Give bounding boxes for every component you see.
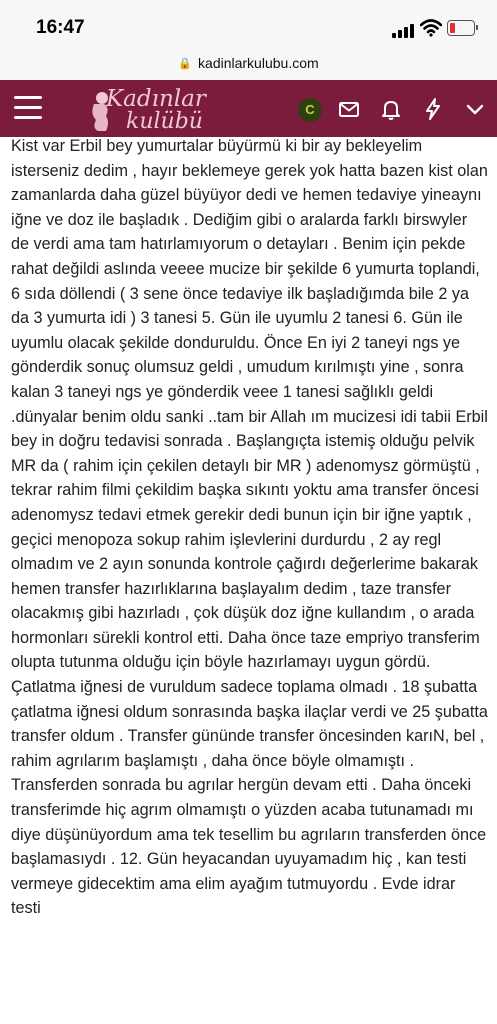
bell-icon[interactable] bbox=[378, 96, 404, 122]
cellular-signal-icon bbox=[392, 22, 416, 38]
logo-text-line2: kulübü bbox=[126, 109, 203, 134]
site-logo[interactable] bbox=[86, 84, 206, 134]
chevron-down-icon[interactable] bbox=[462, 96, 488, 122]
address-bar[interactable] bbox=[0, 50, 497, 80]
user-avatar[interactable]: C bbox=[298, 98, 322, 122]
status-time: 16:47 bbox=[36, 17, 85, 38]
lock-icon: 🔒 bbox=[178, 58, 193, 70]
mail-icon[interactable] bbox=[336, 96, 362, 122]
status-bar bbox=[0, 0, 497, 50]
battery-icon bbox=[447, 20, 475, 36]
article-content bbox=[11, 134, 489, 1024]
menu-icon[interactable] bbox=[14, 96, 42, 120]
logo-text-line1: Kadınlar bbox=[106, 86, 206, 112]
url-text: kadinlarkulubu.com bbox=[198, 55, 319, 71]
wifi-icon bbox=[420, 19, 442, 37]
lightning-icon[interactable] bbox=[420, 96, 446, 122]
article-text: Kist var Erbil bey yumurtalar büyürmü ki bir ay bekleyelim isterseniz dedim , hayır beklemeye gerek yok hatta bazen kist olan zamanlarda daha güzel büyüyor dedi ve hemen tedaviye yineaynı iğne ve doz ile başladık . Dediğim gibi o aralarda farklı birswyler de verdi ama tam hatırlamıyorum o detayları . Benim için pekde rahat değildi aslında veeee mucize bir şekilde 6 yumurta toplandi, 6 sıda döllendi ( 3 sene önce tedaviye ilk başladığımda bile 2 ya da 3 yumurta idi ) 3 tanesi 5. Gün ile uyumlu 2 tanesi 6. Gün ile uyumlu olacak şekilde donduruldu. Önce En iyi 2 taneyi ngs ye gönderdik sonuç olumsuz geldi , umudum kırılmıştı yine , sonra kalan 3 taneyi ngs ye gönderdik veee 1 tanesi sağlıklı geldi .dünyalar benim oldu sanki ..tam bir Allah ım mucizesi idi tabii Erbil bey in doğru tedavisi sonrada . Başlangıçta istemiş olduğu pelvik MR da ( rahim için çekilen detaylı bir MR ) adenomysz görmüştü , tekrar rahim filmi çekildim başka sıkıntı yoktu ama transfer öncesi adenomysz tedavi etmek gerekir dedi bunun için bir iğne yaptık , geçici menopoza sokup rahim işlevlerini durdurdu , 2 ay regl olmadım ve 2 ayın sonunda kontrole çağırdı değerlerime bakarak hemen transfer hazırlıklarına başlayalım dedim , taze transfer olacakmış gibi hazırladı , çok düşük doz iğne kullandım , o arada hormonları sürekli kontrol etti. Daha önce taze empriyo transferim olupta tutunma olduğu için böyle hazırlamayı uygun gördü. Çatlatma iğnesi de vuruldum sadece toplama olmadı . 18 şubatta çatlatma iğnesi oldum sonrasında başka ilaçlar verdi ve 25 şubatta transfer oldum . Transfer gününde transfer öncesinden karıN, bel , rahim agrılarım başlamıştı , daha önce böyle olmamıştı . Transferden sonrada bu agrılar hergün devam etti . Daha önceki transferimde hiç agrım olmamıştı o yüzden acaba tutunamadı mı diye düşünüyordum ama tek tesellim bu agrıların transferden önce başlamasıydı . 12. Gün heyacandan uyuyamadım hiç , kan testi vermeye gidecektim ama elim ayağım tutmuyordu . Evde idrar testi bbox=[11, 137, 488, 918]
